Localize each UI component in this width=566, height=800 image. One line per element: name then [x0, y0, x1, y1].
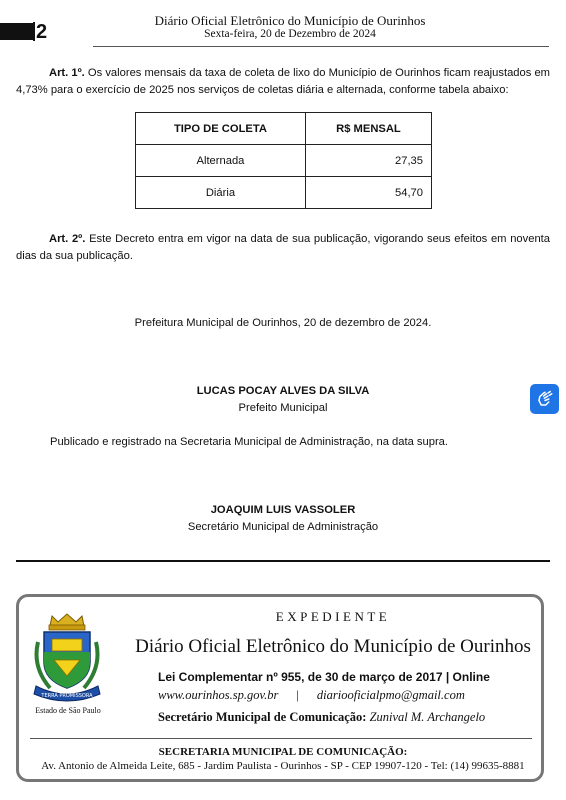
section-divider — [16, 560, 550, 562]
mayor-name: LUCAS POCAY ALVES DA SILVA — [196, 385, 370, 397]
fee-table — [135, 112, 432, 209]
communication-secretary-name: Zunival M. Archangelo — [369, 710, 486, 724]
article-2-label: Art. 2º. — [49, 233, 86, 245]
header-rule — [93, 46, 549, 47]
table-row — [136, 145, 432, 177]
header-black-bar — [0, 23, 33, 40]
journal-title: Diário Oficial Eletrônico do Município de Ourinhos — [154, 13, 426, 28]
law-reference: Lei Complementar nº 955, de 30 de março de 2017 | Online — [158, 670, 490, 684]
expediente-title: Diário Oficial Eletrônico do Município de Ourinhos — [135, 636, 531, 657]
article-1-text: Os valores mensais da taxa de coleta de lixo do Município de Ourinhos ficam reajustados em 4,73% para o exercício de 2025 nos serviços de coletas diária e alternada, conforme tabela abaixo: — [16, 67, 550, 96]
expediente-label: EXPEDIENTE — [275, 609, 391, 624]
place-date: Prefeitura Municipal de Ourinhos, 20 de dezembro de 2024. — [134, 317, 432, 329]
expediente-rule — [30, 738, 532, 739]
ourinhos-coat-of-arms-logo — [30, 612, 104, 704]
column-header-type: TIPO DE COLETA — [136, 113, 306, 145]
logo-motto: TERRA PROMISSORA — [41, 693, 93, 699]
sign-language-icon — [536, 390, 554, 408]
table-header-row — [136, 113, 432, 145]
website-link[interactable]: www.ourinhos.sp.gov.br — [158, 688, 279, 702]
issue-date: Sexta-feira, 20 de Dezembro de 2024 — [204, 28, 376, 40]
cell-type: Alternada — [136, 145, 306, 177]
column-header-value: R$ MENSAL — [305, 113, 431, 145]
footer-address: Av. Antonio de Almeida Leite, 685 - Jardim Paulista - Ourinhos - SP - CEP 19907-120 - Tel: (14) 99635-8881 — [41, 760, 525, 772]
mayor-role: Prefeito Municipal — [238, 402, 328, 414]
cell-type: Diária — [136, 177, 306, 209]
article-1 — [16, 65, 550, 99]
communication-secretary — [158, 710, 485, 725]
email-link[interactable]: diariooficialpmo@gmail.com — [316, 688, 465, 702]
contact-separator: | — [296, 688, 299, 702]
publication-note: Publicado e registrado na Secretaria Municipal de Administração, na data supra. — [50, 436, 449, 448]
table-row — [136, 177, 432, 209]
article-2 — [16, 231, 550, 265]
accessibility-button[interactable] — [530, 384, 559, 414]
footer-organization: SECRETARIA MUNICIPAL DE COMUNICAÇÃO: — [158, 746, 408, 758]
cell-value: 54,70 — [305, 177, 431, 209]
article-2-text: Este Decreto entra em vigor na data de sua publicação, vigorando seus efeitos em noventa dias da sua publicação. — [16, 233, 551, 262]
state-label: Estado de São Paulo — [35, 706, 101, 715]
cell-value: 27,35 — [305, 145, 431, 177]
contact-line — [158, 688, 465, 703]
secretary-name: JOAQUIM LUIS VASSOLER — [210, 504, 356, 516]
article-1-label: Art. 1º. — [49, 67, 85, 79]
page-number: 2 — [36, 21, 48, 43]
communication-secretary-label: Secretário Municipal de Comunicação: — [158, 710, 367, 724]
secretary-role: Secretário Municipal de Administração — [187, 521, 379, 533]
